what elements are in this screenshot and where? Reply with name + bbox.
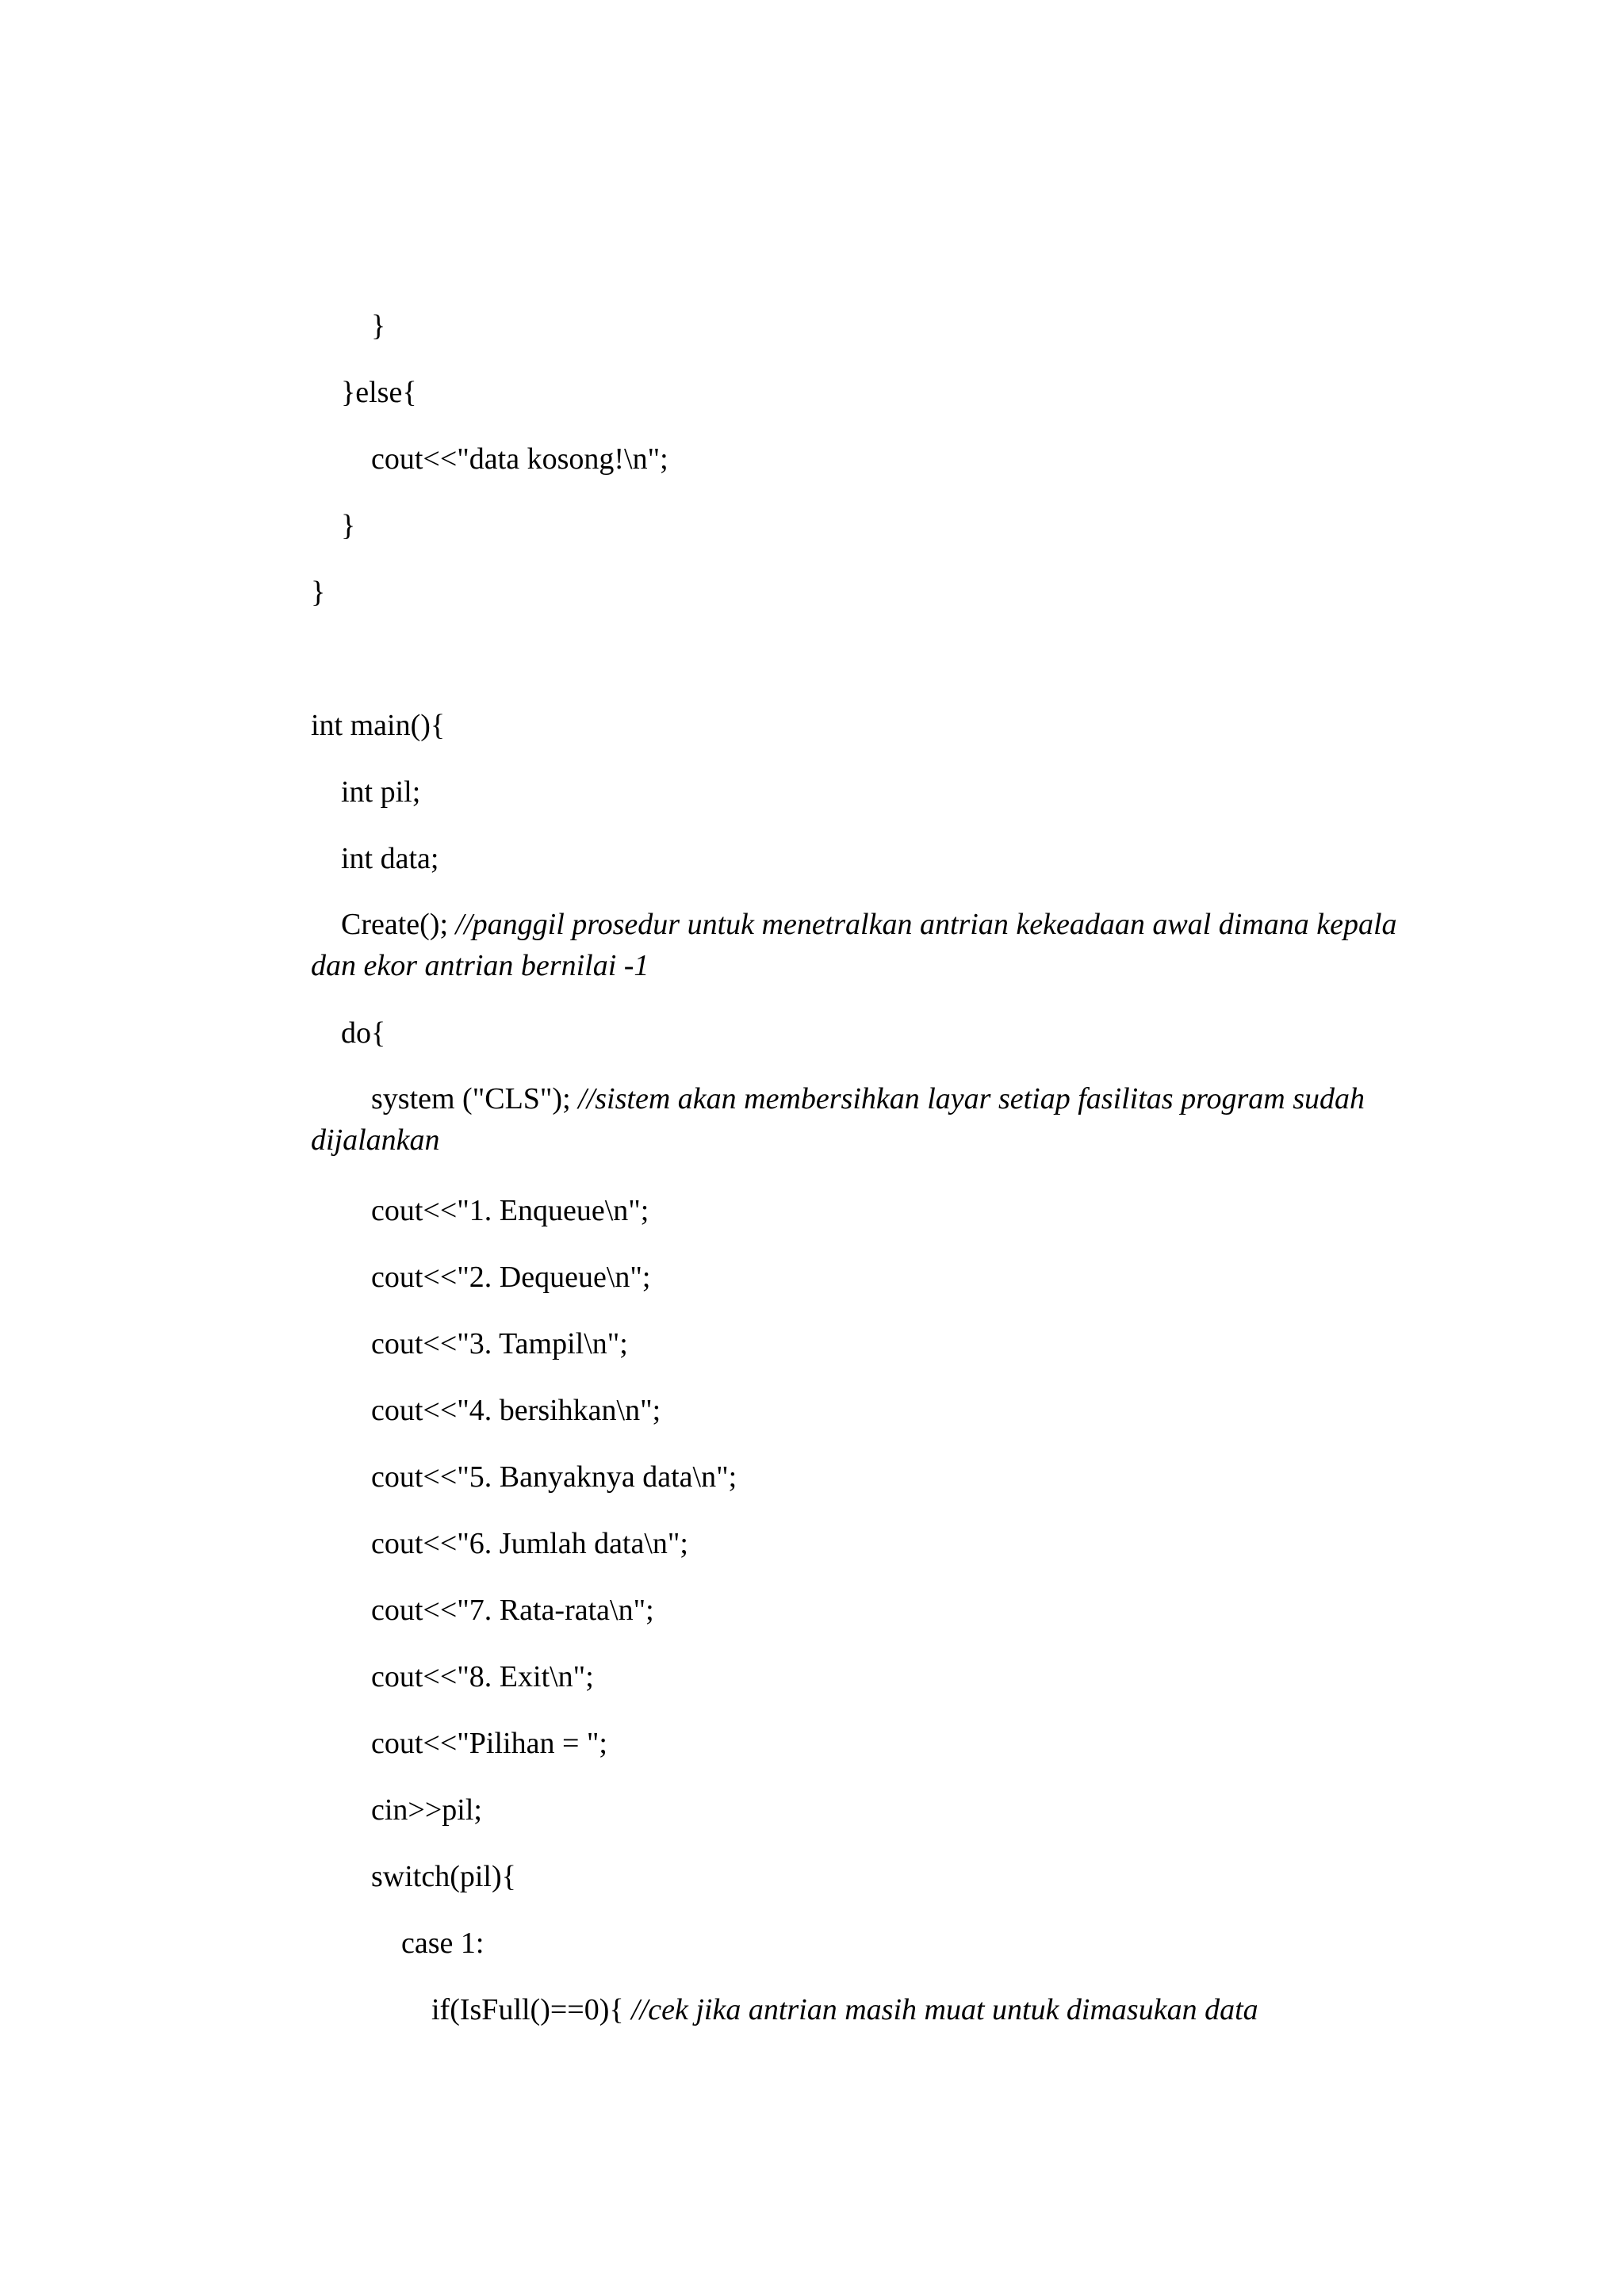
code-line-switch: switch(pil){ bbox=[371, 1860, 516, 1893]
code-comment: //cek jika antrian masih muat untuk dimasukan data bbox=[631, 1993, 1258, 2026]
code-line-int-data: int data; bbox=[341, 842, 439, 875]
code-line-cin-pil: cin>>pil; bbox=[371, 1793, 482, 1827]
code-line-int-main: int main(){ bbox=[311, 709, 446, 742]
code-line-pilihan-prompt: cout<<"Pilihan = "; bbox=[371, 1727, 607, 1760]
code-line-case-1: case 1: bbox=[401, 1927, 485, 1960]
code-line-menu-4: cout<<"4. bersihkan\n"; bbox=[371, 1394, 661, 1427]
code-comment: //sistem akan membersihkan layar setiap fasilitas program sudah dijalankan bbox=[311, 1082, 1365, 1157]
code-text: Create(); bbox=[341, 908, 456, 941]
code-line-int-pil: int pil; bbox=[341, 775, 421, 809]
code-line-closing-brace: } bbox=[311, 576, 326, 609]
code-line-else: }else{ bbox=[341, 376, 417, 409]
code-line-menu-3: cout<<"3. Tampil\n"; bbox=[371, 1327, 628, 1360]
code-line-isfull-with-comment bbox=[431, 1990, 1258, 2030]
code-line-system-cls-with-comment bbox=[311, 1078, 1437, 1161]
code-line-cout-data-kosong: cout<<"data kosong!\n"; bbox=[371, 442, 668, 476]
code-comment: //panggil prosedur untuk menetralkan antrian kekeadaan awal dimana kepala dan ekor antrian bernilai -1 bbox=[311, 908, 1397, 982]
code-line-menu-1: cout<<"1. Enqueue\n"; bbox=[371, 1194, 649, 1227]
code-line-menu-5: cout<<"5. Banyaknya data\n"; bbox=[371, 1460, 737, 1494]
code-line-do: do{ bbox=[341, 1016, 386, 1050]
code-line-menu-7: cout<<"7. Rata-rata\n"; bbox=[371, 1594, 654, 1627]
code-line-closing-brace: } bbox=[371, 309, 386, 342]
code-text: if(IsFull()==0){ bbox=[431, 1993, 632, 2026]
code-line-menu-6: cout<<"6. Jumlah data\n"; bbox=[371, 1527, 688, 1560]
code-line-menu-2: cout<<"2. Dequeue\n"; bbox=[371, 1261, 651, 1294]
code-text: system ("CLS"); bbox=[371, 1082, 579, 1115]
code-line-closing-brace: } bbox=[341, 509, 356, 542]
code-line-menu-8: cout<<"8. Exit\n"; bbox=[371, 1660, 594, 1693]
code-line-create-with-comment bbox=[311, 904, 1437, 986]
